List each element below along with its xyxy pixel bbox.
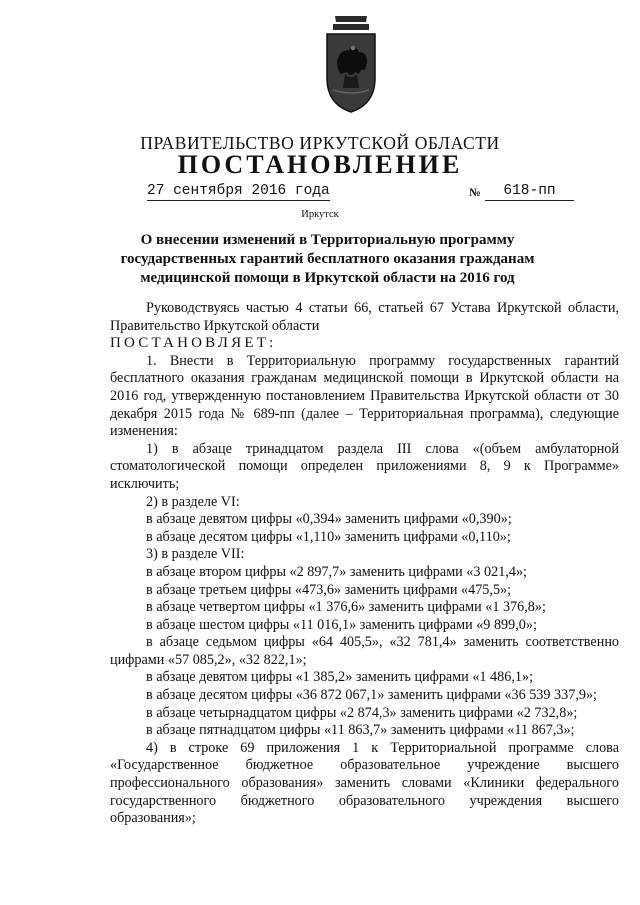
item-2-line: в абзаце десятом цифры «1,110» заменить цифрами «0,110»; xyxy=(146,528,511,545)
preamble: Руководствуясь частью 4 статьи 66, статьей 67 Устава Иркутской области, Правительство Иркутской области xyxy=(110,300,619,334)
item-3-line: в абзаце четвертом цифры «1 376,6» заменить цифрами «1 376,8»; xyxy=(146,599,546,616)
item-3-line: в абзаце пятнадцатом цифры «11 863,7» заменить цифрами «11 867,3»; xyxy=(146,722,575,739)
item-3-line: в абзаце втором цифры «2 897,7» заменить цифрами «3 021,4»; xyxy=(146,563,527,580)
item-3-line: в абзаце третьем цифры «473,6» заменить цифрами «475,5»; xyxy=(146,581,512,598)
item-3: 3) в разделе VII: xyxy=(146,546,245,563)
number-label: № xyxy=(469,187,481,199)
organization-name: ПРАВИТЕЛЬСТВО ИРКУТСКОЙ ОБЛАСТИ xyxy=(140,133,500,153)
item-3-line: в абзаце девятом цифры «1 385,2» заменить цифрами «1 486,1»; xyxy=(146,669,534,686)
document-date: 27 сентября 2016 года xyxy=(147,183,330,199)
item-4: 4) в строке 69 приложения 1 к Территориальной программе слова «Государственное бюджетное образовательное учреждение высшего профессионального образования» заменить словами «Клиники федерального государственного бюджетного образовательного учреждения высшего образования»; xyxy=(110,739,619,827)
document-number: 618-пп xyxy=(485,183,574,201)
item-2-line: в абзаце девятом цифры «0,394» заменить цифрами «0,390»; xyxy=(146,511,512,528)
item-3-line: в абзаце четырнадцатом цифры «2 874,3» заменить цифрами «2 732,8»; xyxy=(146,704,578,721)
item-1: 1) в абзаце тринадцатом раздела III слова «(объем амбулаторной стоматологической помощи определен приложениями 8, 9 к Программе» исключить; xyxy=(110,440,619,492)
item-2: 2) в разделе VI: xyxy=(146,493,240,510)
item-3-line: в абзаце десятом цифры «36 872 067,1» заменить цифрами «36 539 337,9»; xyxy=(146,687,598,704)
document-body xyxy=(110,300,619,828)
resolves-heading: ПОСТАНОВЛЯЕТ: xyxy=(110,335,277,352)
document-type: ПОСТАНОВЛЕНИЕ xyxy=(177,150,463,179)
document-title: О внесении изменений в Территориальную программу государственных гарантий бесплатного оказания гражданам медицинской помощи в Иркутской области на 2016 год xyxy=(120,232,535,286)
paragraph-1: 1. Внести в Территориальную программу государственных гарантий бесплатного оказания гражданам медицинской помощи в Иркутской области на 2016 год, утвержденную постановлением Правительства Иркутской области от 30 декабря 2015 года № 689-пп (далее – Территориальная программа), следующие изменения: xyxy=(110,352,619,440)
item-3-line: в абзаце шестом цифры «11 016,1» заменить цифрами «9 899,0»; xyxy=(146,616,537,633)
coat-of-arms-icon xyxy=(325,14,377,114)
item-3-line: в абзаце седьмом цифры «64 405,5», «32 781,4» заменить соответственно цифрами «57 085,2», «32 822,1»; xyxy=(110,634,619,668)
city: Иркутск xyxy=(301,209,339,220)
